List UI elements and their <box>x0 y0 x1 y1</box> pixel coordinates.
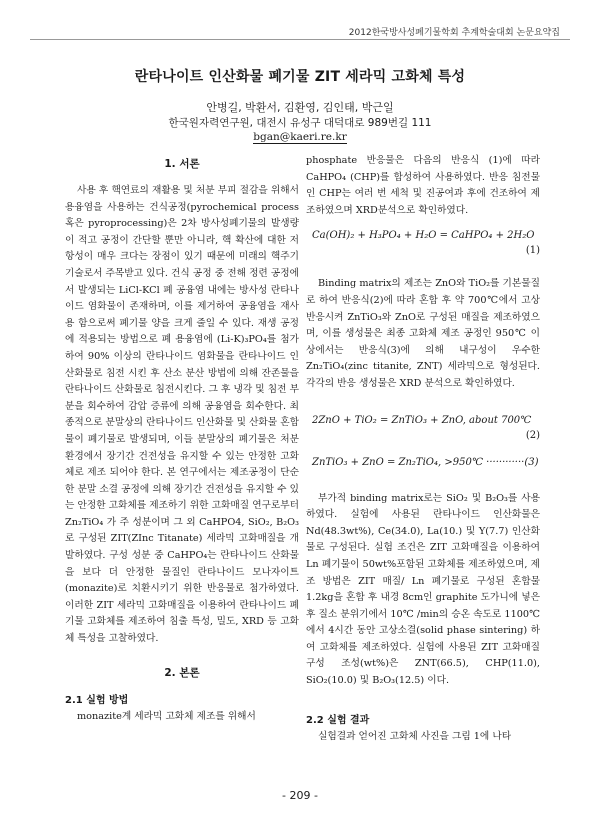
page-number: - 209 - <box>282 789 318 802</box>
equation-2-number: (2) <box>525 429 540 441</box>
experiment-paragraph: 부가적 binding matrix로는 SiO₂ 및 B₂O₃를 사용하였다. 실험에 사용된 란타나이드 인산화물은 Nd(48.3wt%), Ce(34.0), La(10.) 및 Y(7.7) 인산화물로 구성된다. 실험 조건은 ZIT 고화매질을 이용하여 Ln 폐기물이 50wt%포함된 고화체를 제조하였으며, 제조 방법은 ZIT 매질/ Ln 폐기물로 구성된 혼합물 1.2kg을 혼합 후 내경 8cm인 graphite 도가니에 넣은 후 질소 분위기에서 10℃ /min의 승온 속도로 1100℃에서 4시간 동안 고상소결(solid phase sintering) 하여 고화체를 제조하였다. 실험에 사용된 ZIT 고화매질 구성 조성(wt%)은 ZNT(66.5), CHP(11.0), SiO₂(10.0) 및 B₂O₃(12.5) 이다. <box>306 492 540 687</box>
equation-1: Ca(OH)₂ + H₃PO₄ + H₂O = CaHPO₄ + 2H₂O <box>312 230 535 242</box>
email-link[interactable]: bgan@kaeri.re.kr <box>253 131 347 143</box>
paper-authors: 안병길, 박환서, 김환영, 김인태, 박근일 <box>206 101 394 114</box>
paper-affiliation: 한국원자력연구원, 대전시 유성구 대덕대로 989번길 111 <box>168 117 432 129</box>
equation-3: ZnTiO₃ + ZnO = Zn₂TiO₄, >950℃ ············(3) <box>312 456 539 468</box>
intro-paragraph: 사용 후 핵연료의 재활용 및 처분 부피 절감을 위해서 용융염을 사용하는 건식공정(pyrochemical process 혹은 pyroprocessing)은 2차 방사성폐기물의 발생량이 적고 공정이 간단할 뿐만 아니라, 핵 확산에 대한 저항성이 매우 크다는 장점이 있기 때문에 미래의 핵주기 기술로서 주목받고 있다. 건식 공정 중 전해 정련 공정에서 발생되는 LiCl-KCl 폐 공융염 내에는 방사성 란타나이드 염화물이 존재하며, 이를 제거하여 공융염을 재사용 함으로써 폐기물 양을 크게 줄일 수 있다. 재생 공정에 적용되는 방법으로 폐 용융염에 (Li-K)₃PO₄를 첨가하여 90% 이상의 란타나이드 염화물을 란타나이드 인산화물로 침전 시킨 후 산소 분산 방법에 의해 잔존물을 란타나이드 산화물로 침전시킨다. 그 후 냉각 및 침전 부분을 회수하여 감압 증류에 의해 공융염을 회수한다. 최종적으로 분말상의 란타나이드 인산화물 및 산화물 혼합물이 폐기물로 발생되며, 이들 분말상의 폐기물은 처분 환경에서 장기간 건전성을 유지할 수 있는 안정한 고화체로 제조 되어야 한다. 본 연구에서는 제조공정이 단순한 분말 소결 공정에 의해 장기간 건전성을 유지할 수 있는 안정한 고화체를 제조하기 위한 고화매질 연구로부터 Zn₂TiO₄ 가 주 성분이며 그 외 CaHPO4, SiO₂, B₂O₃로 구성된 ZIT(ZInc Titanate) 세라믹 고화매질을 개발하였다. 구성 성분 중 CaHPO₄는 란타나이드 산화물을 보다 더 안정한 물질인 란타나이드 모나자이트(monazite)로 치환시키기 위한 반응물로 첨가하였다. 이러한 ZIT 세라믹 고화매질을 이용하여 란타나이드 폐기물 고화체를 제조하여 침출 특성, 밀도, XRD 등 고화체 특성을 고찰하였다. <box>65 185 299 645</box>
section-heading-body: 2. 본론 <box>164 666 200 679</box>
binding-matrix-paragraph: Binding matrix의 제조는 ZnO와 TiO₂를 기본물질로 하여 반응식(2)에 따라 혼합 후 약 700℃에서 고상 반응시켜 ZnTiO₃와 ZnO로 구성된 매질을 제조하였으며, 이를 생성물은 최종 고화체 제조 공정인 950℃ 이상에서는 반응식(3)에 의해 내구성이 우수한 Zn₂TiO₄(zinc titanite, ZNT) 세라믹으로 형성된다. 각각의 반응 생성물은 XRD 분석으로 확인하였다. <box>306 278 540 389</box>
phosphate-paragraph: phosphate 반응물은 다음의 반응식 (1)에 따라 CaHPO₄ (CHP)를 합성하여 사용하였다. 반응 침전물인 CHP는 여러 번 세척 및 진공여과 후에 건조하여 제조하였으며 XRD분석으로 확인하였다. <box>306 155 540 216</box>
subsection-heading-method: 2.1 실험 방법 <box>65 694 129 706</box>
right-column <box>306 153 540 745</box>
left-column <box>65 153 299 725</box>
equation-2: 2ZnO + TiO₂ = ZnTiO₃ + ZnO, about 700℃ <box>312 414 532 426</box>
header-divider <box>30 39 570 40</box>
paper-email[interactable] <box>0 131 600 143</box>
paper-title: 란타나이트 인산화물 폐기물 ZIT 세라믹 고화체 특성 <box>134 69 466 85</box>
subsection-heading-results: 2.2 실험 결과 <box>306 714 370 726</box>
method-paragraph: monazite계 세라믹 고화체 제조를 위해서 <box>77 710 256 722</box>
conference-header: 2012한국방사성폐기물학회 추계학술대회 논문요약집 <box>348 28 560 38</box>
section-heading-introduction: 1. 서론 <box>164 158 200 170</box>
results-paragraph: 실험결과 얻어진 고화체 사진을 그림 1에 나타 <box>318 730 512 742</box>
equation-1-number: (1) <box>525 245 540 257</box>
